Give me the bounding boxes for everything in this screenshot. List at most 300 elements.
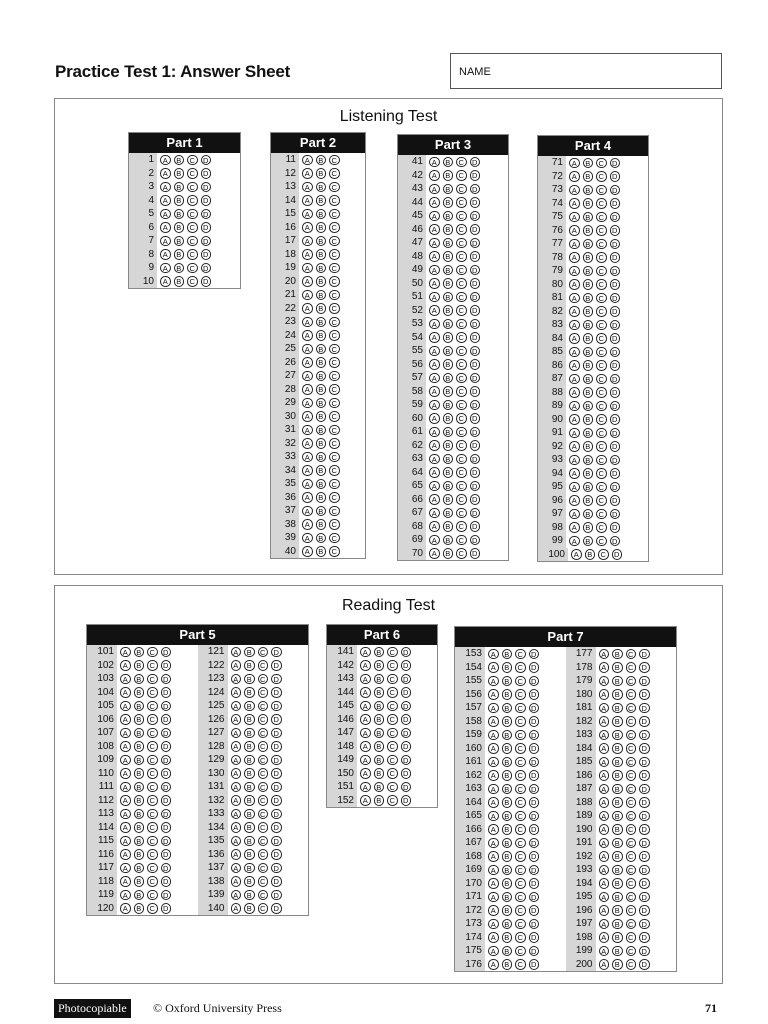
answer-bubble-c[interactable]: C xyxy=(387,674,398,685)
answer-bubble-c[interactable]: C xyxy=(596,212,607,223)
answer-bubble-c[interactable]: C xyxy=(387,728,398,739)
answer-bubble-a[interactable]: A xyxy=(302,195,313,206)
answer-bubble-a[interactable]: A xyxy=(160,182,171,193)
answer-bubble-c[interactable]: C xyxy=(515,757,526,768)
answer-bubble-c[interactable]: C xyxy=(147,647,158,658)
answer-bubble-a[interactable]: A xyxy=(120,660,131,671)
answer-bubble-d[interactable]: D xyxy=(470,184,481,195)
answer-bubble-a[interactable]: A xyxy=(231,849,242,860)
answer-bubble-d[interactable]: D xyxy=(610,306,621,317)
answer-bubble-b[interactable]: B xyxy=(374,782,385,793)
answer-bubble-d[interactable]: D xyxy=(271,687,282,698)
answer-bubble-d[interactable]: D xyxy=(639,959,650,970)
answer-bubble-b[interactable]: B xyxy=(134,903,145,914)
answer-bubble-b[interactable]: B xyxy=(374,728,385,739)
answer-bubble-c[interactable]: C xyxy=(258,714,269,725)
answer-bubble-c[interactable]: C xyxy=(147,755,158,766)
answer-bubble-c[interactable]: C xyxy=(147,674,158,685)
answer-bubble-a[interactable]: A xyxy=(429,305,440,316)
answer-bubble-d[interactable]: D xyxy=(639,649,650,660)
answer-bubble-c[interactable]: C xyxy=(598,549,609,560)
answer-bubble-b[interactable]: B xyxy=(612,932,623,943)
answer-bubble-b[interactable]: B xyxy=(612,689,623,700)
answer-bubble-d[interactable]: D xyxy=(610,293,621,304)
answer-bubble-a[interactable]: A xyxy=(569,171,580,182)
answer-bubble-c[interactable]: C xyxy=(329,195,340,206)
answer-bubble-a[interactable]: A xyxy=(429,535,440,546)
answer-bubble-d[interactable]: D xyxy=(639,946,650,957)
answer-bubble-d[interactable]: D xyxy=(610,509,621,520)
answer-bubble-a[interactable]: A xyxy=(488,797,499,808)
answer-bubble-b[interactable]: B xyxy=(443,521,454,532)
answer-bubble-c[interactable]: C xyxy=(387,687,398,698)
answer-bubble-a[interactable]: A xyxy=(599,757,610,768)
answer-bubble-b[interactable]: B xyxy=(583,212,594,223)
answer-bubble-b[interactable]: B xyxy=(374,755,385,766)
answer-bubble-a[interactable]: A xyxy=(302,330,313,341)
answer-bubble-a[interactable]: A xyxy=(302,249,313,260)
answer-bubble-b[interactable]: B xyxy=(316,506,327,517)
answer-bubble-b[interactable]: B xyxy=(134,687,145,698)
answer-bubble-a[interactable]: A xyxy=(360,782,371,793)
answer-bubble-a[interactable]: A xyxy=(488,946,499,957)
answer-bubble-a[interactable]: A xyxy=(569,414,580,425)
answer-bubble-b[interactable]: B xyxy=(502,743,513,754)
answer-bubble-c[interactable]: C xyxy=(147,809,158,820)
answer-bubble-d[interactable]: D xyxy=(639,797,650,808)
answer-bubble-c[interactable]: C xyxy=(258,849,269,860)
answer-bubble-b[interactable]: B xyxy=(502,716,513,727)
answer-bubble-b[interactable]: B xyxy=(583,509,594,520)
answer-bubble-c[interactable]: C xyxy=(147,903,158,914)
answer-bubble-a[interactable]: A xyxy=(569,293,580,304)
answer-bubble-b[interactable]: B xyxy=(244,782,255,793)
answer-bubble-d[interactable]: D xyxy=(529,851,540,862)
answer-bubble-d[interactable]: D xyxy=(271,660,282,671)
answer-bubble-a[interactable]: A xyxy=(569,185,580,196)
answer-bubble-c[interactable]: C xyxy=(258,863,269,874)
answer-bubble-b[interactable]: B xyxy=(134,647,145,658)
answer-bubble-b[interactable]: B xyxy=(316,344,327,355)
answer-bubble-a[interactable]: A xyxy=(231,822,242,833)
answer-bubble-d[interactable]: D xyxy=(529,892,540,903)
answer-bubble-d[interactable]: D xyxy=(271,822,282,833)
answer-bubble-b[interactable]: B xyxy=(316,492,327,503)
answer-bubble-c[interactable]: C xyxy=(596,468,607,479)
answer-bubble-d[interactable]: D xyxy=(529,757,540,768)
answer-bubble-c[interactable]: C xyxy=(456,251,467,262)
answer-bubble-b[interactable]: B xyxy=(583,468,594,479)
answer-bubble-a[interactable]: A xyxy=(488,905,499,916)
answer-bubble-b[interactable]: B xyxy=(502,824,513,835)
answer-bubble-a[interactable]: A xyxy=(429,238,440,249)
answer-bubble-c[interactable]: C xyxy=(626,703,637,714)
answer-bubble-d[interactable]: D xyxy=(161,782,172,793)
answer-bubble-d[interactable]: D xyxy=(271,714,282,725)
answer-bubble-b[interactable]: B xyxy=(244,755,255,766)
answer-bubble-d[interactable]: D xyxy=(470,292,481,303)
answer-bubble-a[interactable]: A xyxy=(488,662,499,673)
answer-bubble-a[interactable]: A xyxy=(231,836,242,847)
answer-bubble-b[interactable]: B xyxy=(134,809,145,820)
answer-bubble-b[interactable]: B xyxy=(374,701,385,712)
answer-bubble-c[interactable]: C xyxy=(258,903,269,914)
answer-bubble-a[interactable]: A xyxy=(302,357,313,368)
answer-bubble-a[interactable]: A xyxy=(160,263,171,274)
answer-bubble-a[interactable]: A xyxy=(302,290,313,301)
answer-bubble-c[interactable]: C xyxy=(596,333,607,344)
answer-bubble-c[interactable]: C xyxy=(515,851,526,862)
answer-bubble-b[interactable]: B xyxy=(316,371,327,382)
answer-bubble-a[interactable]: A xyxy=(231,755,242,766)
answer-bubble-b[interactable]: B xyxy=(316,452,327,463)
answer-bubble-a[interactable]: A xyxy=(302,344,313,355)
answer-bubble-d[interactable]: D xyxy=(610,158,621,169)
answer-bubble-c[interactable]: C xyxy=(187,263,198,274)
answer-bubble-d[interactable]: D xyxy=(529,959,540,970)
answer-bubble-d[interactable]: D xyxy=(201,236,212,247)
answer-bubble-c[interactable]: C xyxy=(329,371,340,382)
answer-bubble-b[interactable]: B xyxy=(316,236,327,247)
answer-bubble-c[interactable]: C xyxy=(596,536,607,547)
answer-bubble-b[interactable]: B xyxy=(612,865,623,876)
answer-bubble-d[interactable]: D xyxy=(401,741,412,752)
answer-bubble-d[interactable]: D xyxy=(529,946,540,957)
answer-bubble-c[interactable]: C xyxy=(515,770,526,781)
answer-bubble-b[interactable]: B xyxy=(134,890,145,901)
answer-bubble-c[interactable]: C xyxy=(147,890,158,901)
answer-bubble-d[interactable]: D xyxy=(271,863,282,874)
answer-bubble-a[interactable]: A xyxy=(429,359,440,370)
answer-bubble-b[interactable]: B xyxy=(244,863,255,874)
answer-bubble-d[interactable]: D xyxy=(639,892,650,903)
answer-bubble-c[interactable]: C xyxy=(258,876,269,887)
answer-bubble-a[interactable]: A xyxy=(302,425,313,436)
answer-bubble-d[interactable]: D xyxy=(610,441,621,452)
answer-bubble-a[interactable]: A xyxy=(569,279,580,290)
answer-bubble-a[interactable]: A xyxy=(302,317,313,328)
answer-bubble-d[interactable]: D xyxy=(529,797,540,808)
answer-bubble-b[interactable]: B xyxy=(583,414,594,425)
answer-bubble-a[interactable]: A xyxy=(160,249,171,260)
answer-bubble-d[interactable]: D xyxy=(639,919,650,930)
answer-bubble-b[interactable]: B xyxy=(443,265,454,276)
answer-bubble-d[interactable]: D xyxy=(271,768,282,779)
answer-bubble-a[interactable]: A xyxy=(599,797,610,808)
answer-bubble-a[interactable]: A xyxy=(231,903,242,914)
answer-bubble-c[interactable]: C xyxy=(187,182,198,193)
answer-bubble-a[interactable]: A xyxy=(571,549,582,560)
answer-bubble-c[interactable]: C xyxy=(329,398,340,409)
answer-bubble-a[interactable]: A xyxy=(302,438,313,449)
answer-bubble-a[interactable]: A xyxy=(488,730,499,741)
answer-bubble-c[interactable]: C xyxy=(187,276,198,287)
answer-bubble-b[interactable]: B xyxy=(443,197,454,208)
answer-bubble-c[interactable]: C xyxy=(329,290,340,301)
answer-bubble-d[interactable]: D xyxy=(610,428,621,439)
answer-bubble-c[interactable]: C xyxy=(456,548,467,559)
answer-bubble-a[interactable]: A xyxy=(569,401,580,412)
answer-bubble-b[interactable]: B xyxy=(374,741,385,752)
answer-bubble-c[interactable]: C xyxy=(329,330,340,341)
answer-bubble-b[interactable]: B xyxy=(316,438,327,449)
answer-bubble-b[interactable]: B xyxy=(174,236,185,247)
answer-bubble-b[interactable]: B xyxy=(134,768,145,779)
answer-bubble-d[interactable]: D xyxy=(271,647,282,658)
answer-bubble-c[interactable]: C xyxy=(596,347,607,358)
answer-bubble-a[interactable]: A xyxy=(429,319,440,330)
answer-bubble-c[interactable]: C xyxy=(329,249,340,260)
answer-bubble-c[interactable]: C xyxy=(596,482,607,493)
answer-bubble-a[interactable]: A xyxy=(360,755,371,766)
answer-bubble-b[interactable]: B xyxy=(502,662,513,673)
answer-bubble-a[interactable]: A xyxy=(599,959,610,970)
answer-bubble-b[interactable]: B xyxy=(583,482,594,493)
answer-bubble-d[interactable]: D xyxy=(470,346,481,357)
answer-bubble-c[interactable]: C xyxy=(456,319,467,330)
answer-bubble-c[interactable]: C xyxy=(329,155,340,166)
answer-bubble-b[interactable]: B xyxy=(443,170,454,181)
answer-bubble-a[interactable]: A xyxy=(429,427,440,438)
answer-bubble-a[interactable]: A xyxy=(160,222,171,233)
answer-bubble-a[interactable]: A xyxy=(302,182,313,193)
answer-bubble-a[interactable]: A xyxy=(599,919,610,930)
answer-bubble-b[interactable]: B xyxy=(316,290,327,301)
answer-bubble-c[interactable]: C xyxy=(626,919,637,930)
answer-bubble-a[interactable]: A xyxy=(429,265,440,276)
answer-bubble-c[interactable]: C xyxy=(387,768,398,779)
answer-bubble-c[interactable]: C xyxy=(626,878,637,889)
answer-bubble-b[interactable]: B xyxy=(612,716,623,727)
answer-bubble-d[interactable]: D xyxy=(271,890,282,901)
answer-bubble-c[interactable]: C xyxy=(456,157,467,168)
answer-bubble-d[interactable]: D xyxy=(529,932,540,943)
answer-bubble-c[interactable]: C xyxy=(329,384,340,395)
answer-bubble-d[interactable]: D xyxy=(271,836,282,847)
answer-bubble-d[interactable]: D xyxy=(161,809,172,820)
answer-bubble-b[interactable]: B xyxy=(443,184,454,195)
answer-bubble-b[interactable]: B xyxy=(374,795,385,806)
answer-bubble-a[interactable]: A xyxy=(569,320,580,331)
answer-bubble-a[interactable]: A xyxy=(599,865,610,876)
answer-bubble-b[interactable]: B xyxy=(583,279,594,290)
answer-bubble-a[interactable]: A xyxy=(569,387,580,398)
answer-bubble-c[interactable]: C xyxy=(515,649,526,660)
answer-bubble-a[interactable]: A xyxy=(302,492,313,503)
answer-bubble-a[interactable]: A xyxy=(488,892,499,903)
answer-bubble-a[interactable]: A xyxy=(599,824,610,835)
answer-bubble-a[interactable]: A xyxy=(231,876,242,887)
answer-bubble-a[interactable]: A xyxy=(302,411,313,422)
answer-bubble-c[interactable]: C xyxy=(596,509,607,520)
answer-bubble-c[interactable]: C xyxy=(147,876,158,887)
answer-bubble-c[interactable]: C xyxy=(258,660,269,671)
answer-bubble-a[interactable]: A xyxy=(599,838,610,849)
answer-bubble-b[interactable]: B xyxy=(502,757,513,768)
answer-bubble-b[interactable]: B xyxy=(502,730,513,741)
answer-bubble-c[interactable]: C xyxy=(329,303,340,314)
answer-bubble-c[interactable]: C xyxy=(456,494,467,505)
answer-bubble-a[interactable]: A xyxy=(120,782,131,793)
answer-bubble-a[interactable]: A xyxy=(120,890,131,901)
answer-bubble-b[interactable]: B xyxy=(443,224,454,235)
answer-bubble-c[interactable]: C xyxy=(515,932,526,943)
answer-bubble-b[interactable]: B xyxy=(443,427,454,438)
answer-bubble-c[interactable]: C xyxy=(147,795,158,806)
answer-bubble-d[interactable]: D xyxy=(271,809,282,820)
answer-bubble-c[interactable]: C xyxy=(147,741,158,752)
answer-bubble-a[interactable]: A xyxy=(360,674,371,685)
answer-bubble-b[interactable]: B xyxy=(502,851,513,862)
answer-bubble-b[interactable]: B xyxy=(583,171,594,182)
answer-bubble-d[interactable]: D xyxy=(201,182,212,193)
answer-bubble-d[interactable]: D xyxy=(470,373,481,384)
answer-bubble-d[interactable]: D xyxy=(470,481,481,492)
answer-bubble-d[interactable]: D xyxy=(529,824,540,835)
answer-bubble-c[interactable]: C xyxy=(187,168,198,179)
answer-bubble-b[interactable]: B xyxy=(583,306,594,317)
answer-bubble-d[interactable]: D xyxy=(161,836,172,847)
answer-bubble-d[interactable]: D xyxy=(639,905,650,916)
answer-bubble-c[interactable]: C xyxy=(258,687,269,698)
answer-bubble-a[interactable]: A xyxy=(360,647,371,658)
answer-bubble-b[interactable]: B xyxy=(502,932,513,943)
answer-bubble-a[interactable]: A xyxy=(120,809,131,820)
answer-bubble-a[interactable]: A xyxy=(569,225,580,236)
answer-bubble-a[interactable]: A xyxy=(302,546,313,557)
answer-bubble-c[interactable]: C xyxy=(626,865,637,876)
answer-bubble-c[interactable]: C xyxy=(626,946,637,957)
answer-bubble-c[interactable]: C xyxy=(596,374,607,385)
answer-bubble-c[interactable]: C xyxy=(456,346,467,357)
answer-bubble-a[interactable]: A xyxy=(231,728,242,739)
answer-bubble-d[interactable]: D xyxy=(401,714,412,725)
answer-bubble-d[interactable]: D xyxy=(401,768,412,779)
answer-bubble-c[interactable]: C xyxy=(387,647,398,658)
answer-bubble-c[interactable]: C xyxy=(147,863,158,874)
answer-bubble-b[interactable]: B xyxy=(244,822,255,833)
answer-bubble-a[interactable]: A xyxy=(599,811,610,822)
answer-bubble-c[interactable]: C xyxy=(387,741,398,752)
answer-bubble-b[interactable]: B xyxy=(316,384,327,395)
answer-bubble-a[interactable]: A xyxy=(569,374,580,385)
answer-bubble-d[interactable]: D xyxy=(401,687,412,698)
answer-bubble-c[interactable]: C xyxy=(515,730,526,741)
answer-bubble-b[interactable]: B xyxy=(374,714,385,725)
answer-bubble-c[interactable]: C xyxy=(329,492,340,503)
answer-bubble-d[interactable]: D xyxy=(529,919,540,930)
answer-bubble-b[interactable]: B xyxy=(174,182,185,193)
answer-bubble-d[interactable]: D xyxy=(610,252,621,263)
answer-bubble-a[interactable]: A xyxy=(569,468,580,479)
answer-bubble-c[interactable]: C xyxy=(515,946,526,957)
answer-bubble-a[interactable]: A xyxy=(569,428,580,439)
answer-bubble-a[interactable]: A xyxy=(569,360,580,371)
answer-bubble-a[interactable]: A xyxy=(429,454,440,465)
answer-bubble-a[interactable]: A xyxy=(302,303,313,314)
answer-bubble-a[interactable]: A xyxy=(302,533,313,544)
answer-bubble-a[interactable]: A xyxy=(302,263,313,274)
answer-bubble-c[interactable]: C xyxy=(329,317,340,328)
answer-bubble-b[interactable]: B xyxy=(585,549,596,560)
answer-bubble-c[interactable]: C xyxy=(515,865,526,876)
answer-bubble-c[interactable]: C xyxy=(329,411,340,422)
answer-bubble-b[interactable]: B xyxy=(316,276,327,287)
answer-bubble-a[interactable]: A xyxy=(488,919,499,930)
answer-bubble-d[interactable]: D xyxy=(639,730,650,741)
answer-bubble-c[interactable]: C xyxy=(456,184,467,195)
answer-bubble-a[interactable]: A xyxy=(120,863,131,874)
answer-bubble-b[interactable]: B xyxy=(244,741,255,752)
answer-bubble-d[interactable]: D xyxy=(271,795,282,806)
answer-bubble-a[interactable]: A xyxy=(599,851,610,862)
answer-bubble-c[interactable]: C xyxy=(187,209,198,220)
answer-bubble-b[interactable]: B xyxy=(316,182,327,193)
answer-bubble-a[interactable]: A xyxy=(429,170,440,181)
answer-bubble-a[interactable]: A xyxy=(569,441,580,452)
answer-bubble-c[interactable]: C xyxy=(329,222,340,233)
answer-bubble-b[interactable]: B xyxy=(612,770,623,781)
answer-bubble-a[interactable]: A xyxy=(488,743,499,754)
answer-bubble-b[interactable]: B xyxy=(174,263,185,274)
answer-bubble-d[interactable]: D xyxy=(470,211,481,222)
answer-bubble-c[interactable]: C xyxy=(515,676,526,687)
answer-bubble-c[interactable]: C xyxy=(456,400,467,411)
answer-bubble-c[interactable]: C xyxy=(596,239,607,250)
answer-bubble-d[interactable]: D xyxy=(639,757,650,768)
answer-bubble-a[interactable]: A xyxy=(302,506,313,517)
answer-bubble-c[interactable]: C xyxy=(456,359,467,370)
answer-bubble-d[interactable]: D xyxy=(470,467,481,478)
answer-bubble-c[interactable]: C xyxy=(596,441,607,452)
answer-bubble-b[interactable]: B xyxy=(374,687,385,698)
answer-bubble-d[interactable]: D xyxy=(470,197,481,208)
answer-bubble-d[interactable]: D xyxy=(271,728,282,739)
answer-bubble-d[interactable]: D xyxy=(639,703,650,714)
answer-bubble-b[interactable]: B xyxy=(443,386,454,397)
answer-bubble-a[interactable]: A xyxy=(120,768,131,779)
answer-bubble-a[interactable]: A xyxy=(302,168,313,179)
answer-bubble-d[interactable]: D xyxy=(161,822,172,833)
answer-bubble-a[interactable]: A xyxy=(488,689,499,700)
answer-bubble-c[interactable]: C xyxy=(596,171,607,182)
answer-bubble-d[interactable]: D xyxy=(161,714,172,725)
answer-bubble-c[interactable]: C xyxy=(329,465,340,476)
answer-bubble-b[interactable]: B xyxy=(244,836,255,847)
answer-bubble-a[interactable]: A xyxy=(429,224,440,235)
answer-bubble-a[interactable]: A xyxy=(302,222,313,233)
answer-bubble-b[interactable]: B xyxy=(316,357,327,368)
answer-bubble-b[interactable]: B xyxy=(502,770,513,781)
answer-bubble-a[interactable]: A xyxy=(569,509,580,520)
answer-bubble-d[interactable]: D xyxy=(639,932,650,943)
answer-bubble-c[interactable]: C xyxy=(515,838,526,849)
answer-bubble-b[interactable]: B xyxy=(502,689,513,700)
answer-bubble-a[interactable]: A xyxy=(599,649,610,660)
answer-bubble-a[interactable]: A xyxy=(120,728,131,739)
answer-bubble-d[interactable]: D xyxy=(529,676,540,687)
answer-bubble-c[interactable]: C xyxy=(387,795,398,806)
answer-bubble-d[interactable]: D xyxy=(470,535,481,546)
answer-bubble-c[interactable]: C xyxy=(596,185,607,196)
answer-bubble-b[interactable]: B xyxy=(502,959,513,970)
answer-bubble-b[interactable]: B xyxy=(134,741,145,752)
answer-bubble-b[interactable]: B xyxy=(316,533,327,544)
answer-bubble-b[interactable]: B xyxy=(443,400,454,411)
answer-bubble-c[interactable]: C xyxy=(329,344,340,355)
answer-bubble-b[interactable]: B xyxy=(583,455,594,466)
answer-bubble-b[interactable]: B xyxy=(244,795,255,806)
